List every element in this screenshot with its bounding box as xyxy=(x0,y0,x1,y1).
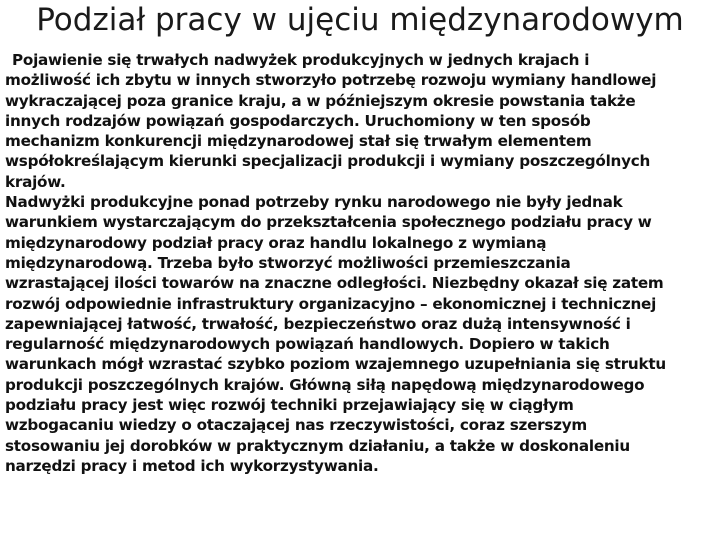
text-line: podziału pracy jest więc rozwój techniki przejawiający się w ciągłym xyxy=(5,396,574,415)
text-line: wzrastającej ilości towarów na znaczne odległości. Niezbędny okazał się zatem xyxy=(5,274,664,293)
text-line: Nadwyżki produkcyjne ponad potrzeby rynku narodowego nie były jednak xyxy=(5,193,623,212)
text-line: mechanizm konkurencji międzynarodowej stał się trwałym elementem xyxy=(5,132,592,151)
text-line: możliwość ich zbytu w innych stworzyło potrzebę rozwoju wymiany handlowej xyxy=(5,71,657,90)
text-line: regularność międzynarodowych powiązań handlowych. Dopiero w takich xyxy=(5,335,610,354)
text-line: wzbogacaniu wiedzy o otaczającej nas rzeczywistości, coraz szerszym xyxy=(5,416,587,435)
text-line: zapewniającej łatwość, trwałość, bezpieczeństwo oraz dużą intensywność i xyxy=(5,314,631,333)
slide-title: Podział pracy w ujęciu międzynarodowym xyxy=(36,2,684,38)
text-line: warunkiem wystarczającym do przekształcenia społecznego podziału pracy w xyxy=(5,213,652,232)
text-line: narzędzi pracy i metod ich wykorzystywania. xyxy=(5,456,379,475)
text-line: wykraczającej poza granice kraju, a w późniejszym okresie powstania także xyxy=(5,91,636,110)
text-line: współokreślającym kierunki specjalizacji produkcji i wymiany poszczególnych xyxy=(5,152,651,171)
paragraph-1 xyxy=(5,50,717,192)
text-line: międzynarodowy podział pracy oraz handlu lokalnego z wymianą xyxy=(5,233,547,252)
slide-body xyxy=(5,50,717,476)
text-line: stosowaniu jej dorobków w praktycznym działaniu, a także w doskonaleniu xyxy=(5,436,630,455)
text-line: produkcji poszczególnych krajów. Główną siłą napędową międzynarodowego xyxy=(5,375,645,394)
text-line: rozwój odpowiednie infrastruktury organizacyjno – ekonomicznej i technicznej xyxy=(5,294,657,313)
text-line: międzynarodową. Trzeba było stworzyć możliwości przemieszczania xyxy=(5,253,571,272)
text-line: krajów. xyxy=(5,172,66,191)
text-line: warunkach mógł wzrastać szybko poziom wzajemnego uzupełniania się struktu xyxy=(5,355,666,374)
text-line: innych rodzajów powiązań gospodarczych. Uruchomiony w ten sposób xyxy=(5,111,591,130)
paragraph-2 xyxy=(5,192,717,476)
text-line: Pojawienie się trwałych nadwyżek produkcyjnych w jednych krajach i xyxy=(12,51,590,69)
